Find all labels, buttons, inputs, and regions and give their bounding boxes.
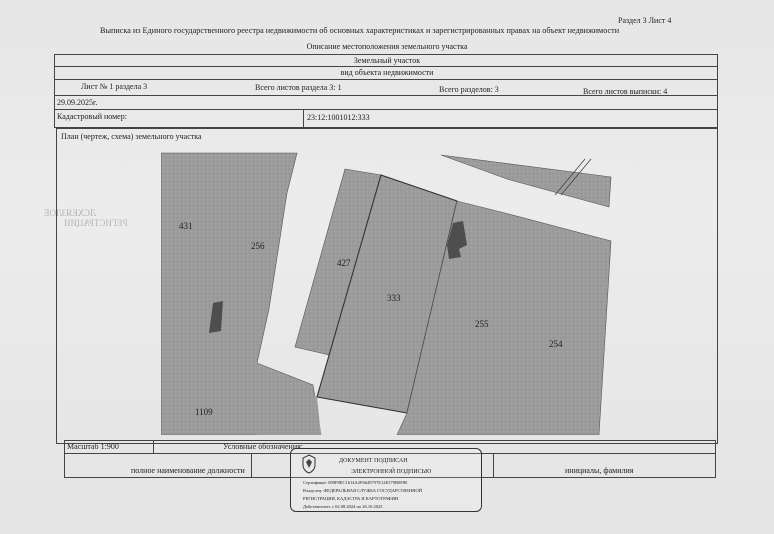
section-sheet-label: Раздел 3 Лист 4 <box>618 16 672 25</box>
total-sheets-extract: Всего листов выписки: 4 <box>583 87 668 96</box>
parcel-label-254: 254 <box>549 339 563 349</box>
stamp-validity: Действителен: с 02.08.2024 по 26.10.2025 <box>303 504 383 509</box>
stamp-line-1: ДОКУМЕНТ ПОДПИСАН <box>339 458 408 464</box>
cadastral-number: 23:12:1001012:333 <box>307 113 370 122</box>
map-svg <box>161 149 621 435</box>
object-type: вид объекта недвижимости <box>340 68 434 77</box>
parcel-label-1109: 1109 <box>195 407 213 417</box>
cadastral-label: Кадастровый номер: <box>57 112 127 121</box>
stamp-certificate: Сертификат: 009F8ЕС1614А2F6649797Е12Е579В0F80 <box>303 480 408 485</box>
cadastral-map <box>161 149 621 435</box>
stamp-owner-2: РЕГИСТРАЦИИ, КАДАСТРА И КАРТОГРАФИИ <box>303 496 399 501</box>
reverse-bleed-text: ЛСХЕЯЗЛОЕ <box>44 208 97 218</box>
parcel-lower-strip-shape <box>257 363 321 435</box>
document-date: 29.09.2025г. <box>57 98 98 107</box>
name-label: инициалы, фамилия <box>565 466 634 475</box>
legend-label: Условные обозначения: <box>223 442 304 451</box>
reverse-bleed-text-2: РЕГИСТРАЦИИ <box>64 218 128 228</box>
parcel-label-333: 333 <box>387 293 401 303</box>
stamp-line-2: ЭЛЕКТРОННОЙ ПОДПИСЬЮ <box>351 469 432 475</box>
plan-label: План (чертеж, схема) земельного участка <box>61 132 202 141</box>
stamp-owner: Владелец: ФЕДЕРАЛЬНАЯ СЛУЖБА ГОСУДАРСТВЕННОЙ <box>303 488 423 493</box>
scale-label: Масштаб 1:900 <box>67 442 119 451</box>
document-subtitle: Описание местоположения земельного участка <box>306 42 468 51</box>
parcel-top-right-shape <box>441 155 611 207</box>
parcel-label-255: 255 <box>475 319 489 329</box>
parcel-label-427: 427 <box>337 258 351 268</box>
object-name: Земельный участок <box>353 56 421 65</box>
emblem-icon <box>301 454 317 474</box>
document-title: Выписка из Единого государственного реестра недвижимости об основных характеристиках и зарегистрированных правах на объект недвижимости <box>100 26 620 35</box>
info-table <box>54 54 718 128</box>
parcel-label-431: 431 <box>179 221 193 231</box>
signature-stamp <box>290 448 482 512</box>
plan-box <box>56 128 718 444</box>
total-sections: Всего разделов: 3 <box>439 85 499 94</box>
parcel-label-256: 256 <box>251 241 265 251</box>
position-label: полное наименование должности <box>131 466 245 475</box>
total-sheets-section: Всего листов раздела 3: 1 <box>255 83 342 92</box>
sheet-of-section: Лист № 1 раздела 3 <box>81 82 148 91</box>
